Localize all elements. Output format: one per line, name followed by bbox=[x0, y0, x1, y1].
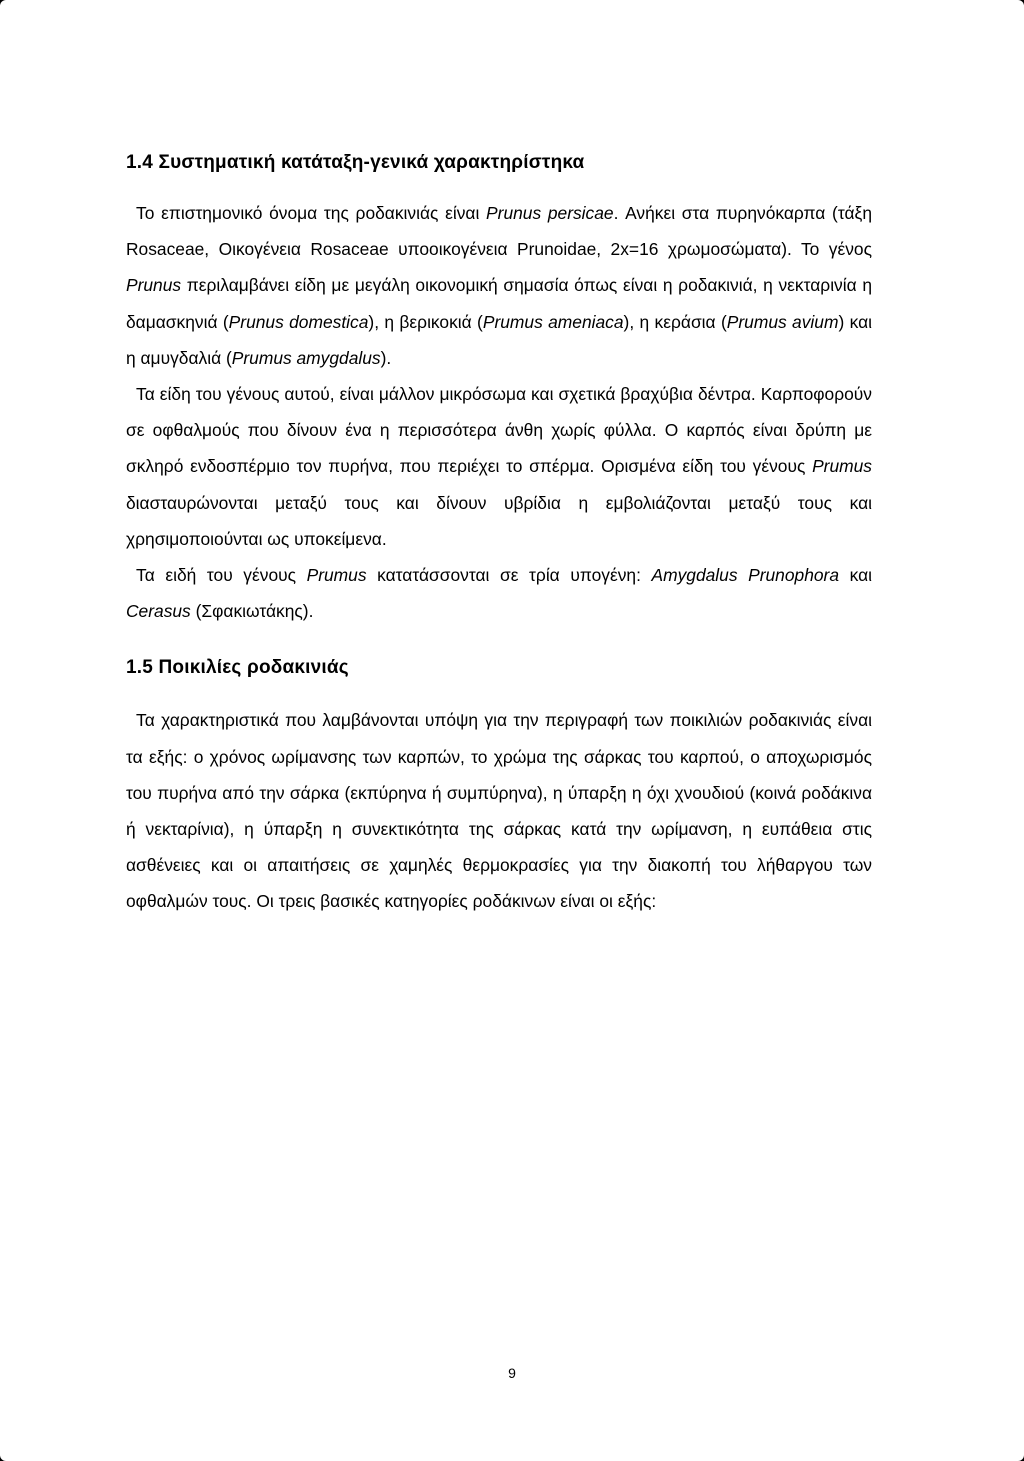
paragraph-tree-description bbox=[126, 376, 872, 557]
text-run: ), η βερικοκιά ( bbox=[368, 311, 483, 332]
text-run: ) και η αμυγδαλιά ( bbox=[126, 311, 872, 368]
species-name: Prunus persicae bbox=[486, 203, 614, 223]
text-run: διασταυρώνονται μεταξύ τους και δίνουν υβρίδια η εμβολιάζονται μεταξύ τους και χρησιμοποιούνται ως υποκείμενα. bbox=[126, 492, 872, 549]
text-run: κατατάσσονται σε τρία υπογένη: bbox=[366, 565, 652, 586]
page-content bbox=[126, 150, 872, 920]
section-heading-1-5: 1.5 Ποικιλίες ροδακινιάς bbox=[126, 657, 349, 679]
page-number: 9 bbox=[508, 1365, 516, 1381]
species-name: Prumus ameniaca bbox=[482, 311, 624, 332]
paragraph-variety-characteristics bbox=[126, 702, 872, 919]
text-run: ), η κεράσια ( bbox=[623, 311, 727, 332]
species-name: Prumus avium bbox=[726, 311, 839, 332]
section-heading-1-4: 1.4 Συστηματική κατάταξη-γενικά χαρακτηρίστηκα bbox=[126, 152, 585, 173]
species-name: Prumus amygdalus bbox=[231, 347, 381, 368]
genus-name: Prumus bbox=[812, 456, 872, 477]
text-run: Τα είδη του γένους αυτού, είναι μάλλον μικρόσωμα και σχετικά βραχύβια δέντρα. Καρποφορούν σε οφθαλμούς που δίνουν ένα η περισσότερα άνθη χωρίς φύλλα. Ο καρπός είναι δρύπη με σκληρό ενδοσπέρμιο τον πυρήνα, που περιέχει το σπέρμα. Ορισμένα είδη του γένους bbox=[126, 384, 872, 477]
text-run: . Ανήκει στα πυρηνόκαρπα (τάξη Rosaceae, Οικογένεια Rosaceae υποοικογένεια Prunoidae, 2x=16 χρωμοσώματα). Το γένος bbox=[126, 203, 872, 260]
species-name: Prunus domestica bbox=[228, 311, 369, 332]
text-run: (Σφακιωτάκης). bbox=[190, 601, 314, 622]
text-run: Τα χαρακτηριστικά που λαμβάνονται υπόψη για την περιγραφή των ποικιλιών ροδακινιάς είναι τα εξής: ο χρόνος ωρίμανσης των καρπών, το χρώμα της σάρκας του καρπού, ο αποχωρισμός του πυρήνα από την σάρκα (εκπύρηνα ή συμπύρηνα), η ύπαρξη η όχι χνουδιού (κοινά ροδάκινα ή νεκταρίνια), η ύπαρξη η συνεκτικότητα της σάρκας κατά την ωρίμανση, η ευπάθεια στις ασθένειες και οι απαιτήσεις σε χαμηλές θερμοκρασίες για την διακοπή του λήθαργου των οφθαλμών τους. Οι τρεις βασικές κατηγορίες ροδάκινων είναι οι εξής: bbox=[126, 710, 872, 912]
text-run: ). bbox=[380, 347, 392, 368]
text-run: Τα ειδή του γένους bbox=[136, 565, 307, 586]
paragraph-scientific-name bbox=[126, 195, 872, 376]
text-run: και bbox=[839, 565, 873, 586]
text-run: περιλαμβάνει είδη με μεγάλη οικονομική σημασία όπως είναι η ροδακινιά, η νεκταρινία η δαμασκηνιά ( bbox=[126, 275, 872, 332]
text-run: Το επιστημονικό όνομα της ροδακινιάς είναι bbox=[136, 203, 487, 223]
genus-name: Prunus bbox=[126, 275, 182, 296]
paragraph-subgenera bbox=[126, 557, 872, 629]
subgenus-name: Cerasus bbox=[126, 601, 191, 622]
section-gap bbox=[126, 629, 872, 655]
genus-name: Prumus bbox=[306, 565, 367, 586]
subgenus-names: Amygdalus Prunophora bbox=[651, 565, 840, 586]
